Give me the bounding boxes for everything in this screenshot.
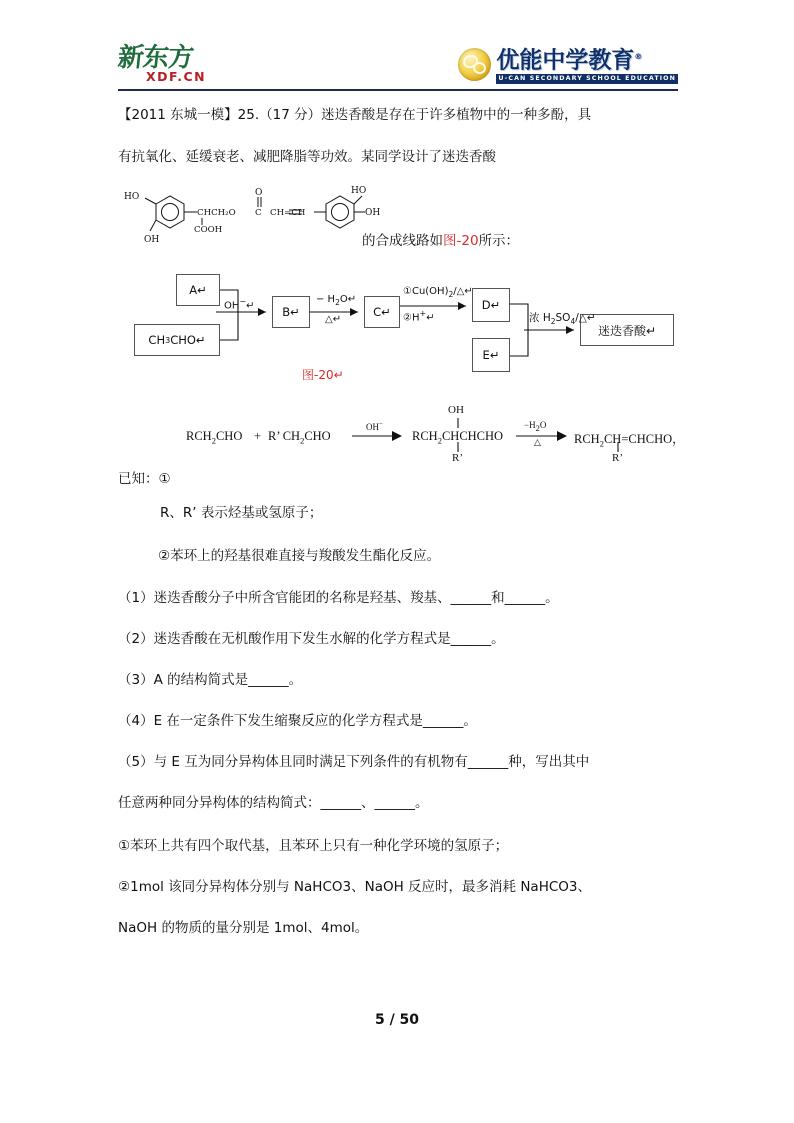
ucan-logo	[458, 42, 678, 86]
scheme-reactant-left: $RCH_2CHO$	[186, 429, 243, 446]
condition-item-2: ②1mol 该同分异构体分别与 NaHCO3、NaOH 反应时，最多消耗 NaHCO3、	[118, 879, 591, 895]
question-item-4: （4）E 在一定条件下发生缩聚反应的化学方程式是______。	[118, 713, 477, 729]
label-chain-chch2o: CHCH₂O	[197, 208, 236, 218]
synthesis-flowchart	[120, 268, 680, 388]
label-ho-right-top: HO	[351, 186, 367, 196]
rosmarinic-acid-structure	[118, 182, 388, 248]
label-c-center: C	[255, 208, 262, 218]
figure-caption: 图-20↵	[302, 368, 344, 382]
label-carbonyl-o: O	[255, 188, 263, 198]
scheme-intermediate: $RCH_2CHCHCHO$	[412, 429, 504, 446]
question-item-5a: （5）与 E 互为同分异构体且同时满足下列条件的有机物有______种，写出其中	[118, 754, 590, 770]
arrowhead-to-c	[350, 308, 358, 316]
flow-box-c: C↵	[364, 296, 400, 328]
flow-condition-hydroxide: OH−↵	[224, 297, 255, 312]
flow-box-d: D↵	[472, 288, 510, 322]
arrowhead-to-d	[458, 302, 466, 310]
ucan-logo-text	[496, 44, 678, 85]
aldol-condensation-scheme	[186, 404, 686, 466]
ucan-badge-icon	[458, 48, 491, 81]
known-item-r: R、R’ 表示烃基或氢原子；	[160, 505, 323, 521]
known-item-2: ②苯环上的羟基很难直接与羧酸发生酯化反应。	[158, 548, 441, 564]
figure-ref-prefix: 的合成线路如	[362, 233, 443, 249]
question-line-3	[362, 232, 519, 251]
xdf-logo-latin: XDF.CN	[146, 69, 207, 84]
arrowhead-to-b	[258, 308, 266, 316]
question-item-5b: 任意两种同分异构体的结构简式：______、______。	[118, 795, 429, 811]
flow-box-product: 迷迭香酸↵	[580, 314, 674, 346]
condition-item-1: ①苯环上共有四个取代基，且苯环上只有一种化学环境的氢原子；	[118, 838, 509, 854]
label-oh-right: OH	[365, 208, 381, 218]
question-item-2: （2）迷迭香酸在无机酸作用下发生水解的化学方程式是______。	[118, 631, 505, 647]
scheme-product: $RCH_2CH=CHCHO$，	[574, 432, 685, 449]
flow-box-e: E↵	[472, 338, 510, 372]
flow-box-ch3cho: CH 3 CHO↵	[134, 324, 220, 356]
rosmarinic-acid-svg	[118, 182, 388, 248]
flow-condition-cu-oxidation: $①Cu(OH)_2/\triangle↵$	[403, 286, 473, 299]
label-ho-left-top: HO	[124, 192, 140, 202]
question-line-2: 有抗氧化、延缓衰老、减肥降脂等功效。某同学设计了迷迭香酸	[118, 149, 496, 165]
question-item-1: （1）迷迭香酸分子中所含官能团的名称是羟基、羧基、______和______。	[118, 590, 559, 606]
question-item-3: （3）A 的结构简式是______。	[118, 672, 303, 688]
scheme-arrow1-label: OH−	[366, 420, 383, 432]
figure-ref-suffix: 所示：	[478, 233, 520, 249]
question-line-1: 【2011 东城一模】25.（17 分）迷迭香酸是存在于许多植物中的一种多酚，具	[118, 107, 592, 123]
scheme-arrowhead-1	[392, 431, 402, 441]
label-oh-left-bottom: OH	[144, 235, 160, 245]
figure-ref-number: 图-20	[443, 233, 479, 249]
scheme-plus: +	[254, 429, 262, 443]
flow-box-a: A↵	[176, 274, 220, 306]
scheme-product-sub: R’	[612, 452, 623, 464]
scheme-arrow2-bottom: △	[534, 437, 541, 447]
page-number: 5 / 50	[374, 1012, 420, 1028]
flowchart-connectors	[120, 268, 680, 388]
condition-item-3: NaOH 的物质的量分别是 1mol、4mol。	[118, 920, 369, 936]
flow-condition-acidify: ②H+↵	[403, 309, 435, 324]
scheme-reactant-right: R’ $CH_2CHO$	[268, 429, 331, 446]
scheme-arrow2-top: $-H_2O$	[524, 420, 547, 433]
flow-box-b: B↵	[272, 296, 310, 328]
scheme-arrowhead-2	[557, 431, 567, 441]
flow-condition-esterification: 浓 $H_2SO_4/\triangle↵$	[529, 312, 596, 327]
known-prefix: 已知：①	[118, 471, 171, 487]
flow-condition-dehydration-top: − $H_2O↵$	[316, 294, 357, 307]
ucan-logo-en: U-CAN SECONDARY SCHOOL EDUCATION	[498, 75, 676, 83]
label-ch-eq-ch: CH=CH	[270, 208, 306, 218]
ucan-logo-cn: 优能中学教育®	[496, 47, 643, 74]
label-cooh: COOH	[194, 225, 223, 235]
xdf-logo-cn: 新东方	[116, 43, 195, 73]
scheme-intermediate-oh: OH	[448, 404, 464, 416]
page-header	[118, 42, 678, 88]
flow-condition-dehydration-bottom: △↵	[325, 314, 342, 325]
header-divider	[118, 89, 678, 91]
xdf-logo	[118, 44, 223, 86]
scheme-intermediate-sub: R’	[452, 452, 463, 464]
